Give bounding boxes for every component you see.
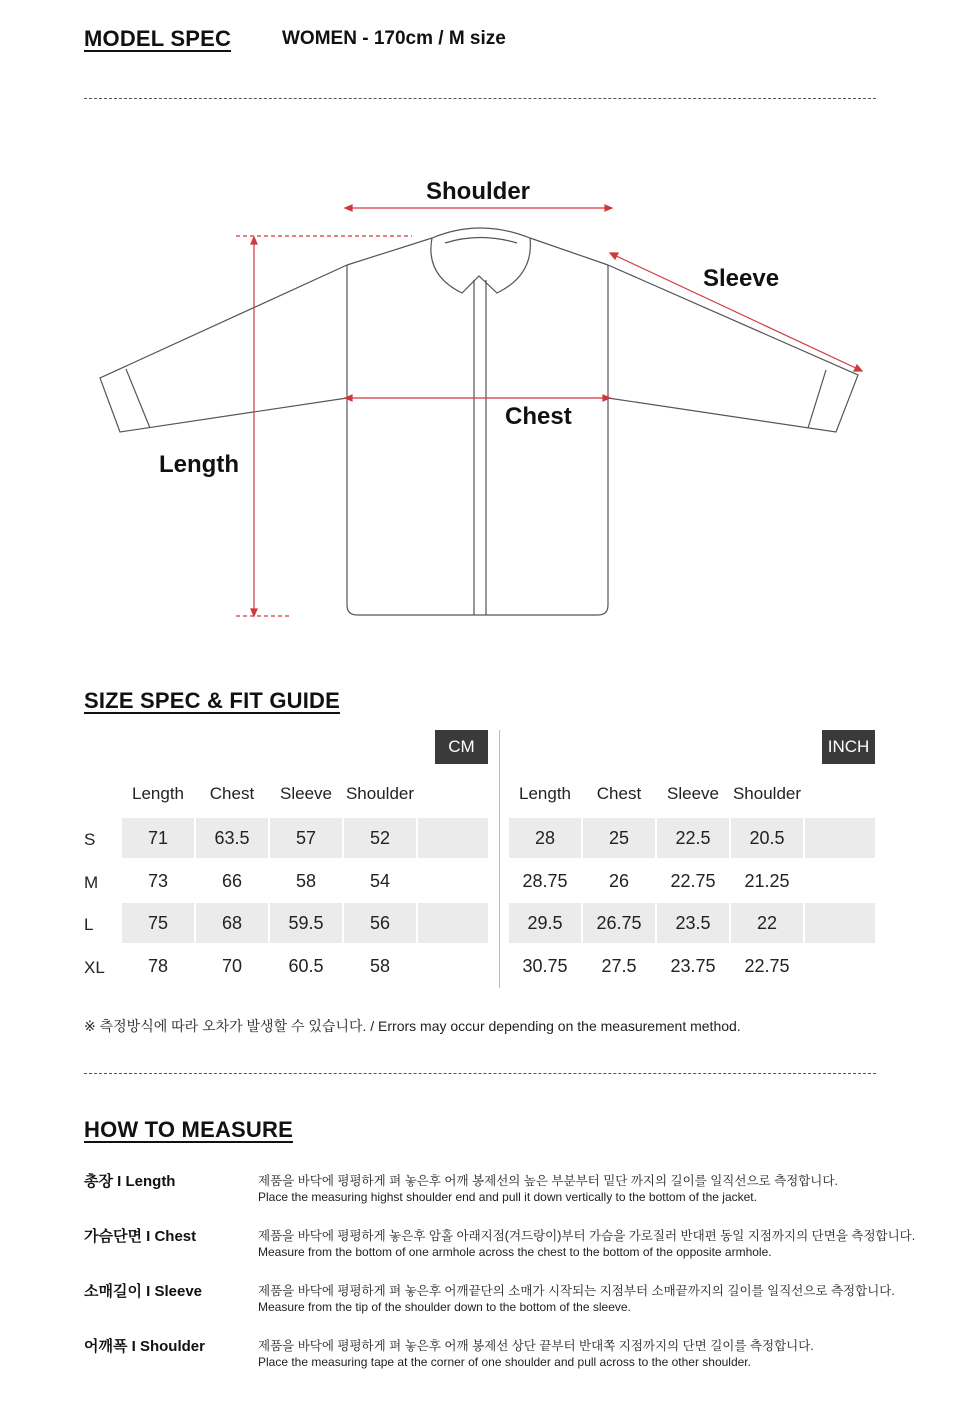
table-cell: 75 — [122, 903, 194, 943]
table-cell: 28 — [509, 818, 581, 858]
cm-header-length: Length — [132, 784, 184, 803]
inch-header-chest: Chest — [596, 784, 642, 803]
measure-desc-ko: 제품을 바닥에 평평하게 펴 놓은후 어깨 봉제선 상단 끝부터 반대쪽 지점까지의 단면 길이를 측정합니다. — [258, 1339, 814, 1353]
left-sleeve — [100, 265, 347, 432]
divider — [84, 1073, 876, 1074]
inch-unit-badge: INCH — [822, 730, 875, 764]
measure-desc-ko: 제품을 바닥에 평평하게 펴 놓은후 어깨 봉제선의 높은 부분부터 밑단 까지의 길이를 일직선으로 측정합니다. — [258, 1174, 838, 1188]
length-label: Length — [159, 451, 239, 478]
cm-header-sleeve: Sleeve — [280, 784, 332, 803]
measure-label-chest: 가슴단면 I Chest — [84, 1228, 197, 1245]
how-to-measure-title: HOW TO MEASURE — [84, 1117, 293, 1142]
table-divider — [499, 730, 500, 988]
table-cell: 30.75 — [522, 956, 568, 976]
table-cell: 70 — [221, 956, 243, 976]
table-cell: 54 — [369, 871, 391, 891]
table-cell: 60.5 — [288, 956, 324, 976]
table-cell: 22.5 — [657, 818, 729, 858]
size-label-m: M — [84, 873, 99, 892]
table-cell: 26 — [608, 871, 630, 891]
model-spec-title: MODEL SPEC — [84, 26, 232, 51]
collar — [431, 238, 531, 293]
table-cell: 63.5 — [196, 818, 268, 858]
placket — [474, 280, 486, 615]
measure-desc-en: Place the measuring tape at the corner of one shoulder and pull across to the other shoulder. — [258, 1355, 751, 1369]
chest-label: Chest — [505, 403, 572, 430]
table-cell: 23.5 — [657, 903, 729, 943]
table-cell: 29.5 — [509, 903, 581, 943]
table-cell: 20.5 — [731, 818, 803, 858]
size-spec-title: SIZE SPEC & FIT GUIDE — [84, 688, 341, 713]
table-cell-empty — [418, 818, 488, 858]
measure-label-sleeve: 소매길이 I Sleeve — [84, 1283, 203, 1300]
table-cell: 22.75 — [670, 871, 716, 891]
sleeve-label: Sleeve — [703, 265, 780, 292]
size-label-xl: XL — [84, 958, 105, 977]
table-cell: 52 — [344, 818, 416, 858]
table-cell: 66 — [221, 871, 243, 891]
divider — [84, 98, 876, 99]
size-label-l: L — [84, 915, 94, 934]
inch-header-length: Length — [519, 784, 571, 803]
shoulder-label: Shoulder — [426, 178, 531, 205]
inch-header-shoulder: Shoulder — [732, 784, 802, 803]
table-cell: 71 — [122, 818, 194, 858]
table-cell: 58 — [295, 871, 317, 891]
table-cell: 68 — [196, 903, 268, 943]
cm-header-chest: Chest — [209, 784, 255, 803]
table-cell: 27.5 — [601, 956, 637, 976]
table-cell: 22 — [731, 903, 803, 943]
table-cell: 78 — [147, 956, 169, 976]
measure-desc-en: Place the measuring highst shoulder end and pull it down vertically to the bottom of the jacket. — [258, 1190, 757, 1204]
left-shoulder-seam — [347, 238, 432, 265]
table-cell: 58 — [369, 956, 391, 976]
measurement-note: ※ 측정방식에 따라 오차가 발생할 수 있습니다. / Errors may occur depending on the measurement method. — [84, 1018, 741, 1034]
table-cell-empty — [805, 903, 875, 943]
size-label-s: S — [84, 830, 96, 849]
inch-header-sleeve: Sleeve — [667, 784, 719, 803]
table-cell: 73 — [147, 871, 169, 891]
cm-unit-badge: CM — [435, 730, 488, 764]
table-cell-empty — [805, 818, 875, 858]
table-cell: 22.75 — [744, 956, 790, 976]
table-cell: 23.75 — [670, 956, 716, 976]
measure-desc-en: Measure from the bottom of one armhole across the chest to the bottom of the opposite armhole. — [258, 1245, 772, 1259]
table-cell-empty — [418, 903, 488, 943]
table-cell: 21.25 — [744, 871, 790, 891]
measure-desc-en: Measure from the tip of the shoulder down to the bottom of the sleeve. — [258, 1300, 631, 1314]
right-shoulder-seam — [530, 238, 608, 265]
table-cell: 57 — [270, 818, 342, 858]
table-cell: 25 — [583, 818, 655, 858]
measure-desc-ko: 제품을 바닥에 평평하게 펴 놓은후 어깨끝단의 소매가 시작되는 지점부터 소매끝까지의 길이를 일직선으로 측정합니다. — [258, 1284, 895, 1298]
table-cell: 26.75 — [583, 903, 655, 943]
measure-label-length: 총장 I Length — [84, 1173, 176, 1190]
jacket-body — [347, 265, 608, 615]
cm-header-shoulder: Shoulder — [345, 784, 415, 803]
measure-label-shoulder: 어깨폭 I Shoulder — [84, 1338, 205, 1355]
table-cell: 28.75 — [522, 871, 568, 891]
table-cell: 59.5 — [270, 903, 342, 943]
model-spec-value: WOMEN - 170cm / M size — [282, 28, 506, 49]
measure-desc-ko: 제품을 바닥에 평평하게 놓은후 암홀 아래지점(겨드랑이)부터 가슴을 가로질러 반대편 동일 지점까지의 단면을 측정합니다. — [258, 1229, 916, 1243]
table-cell: 56 — [344, 903, 416, 943]
